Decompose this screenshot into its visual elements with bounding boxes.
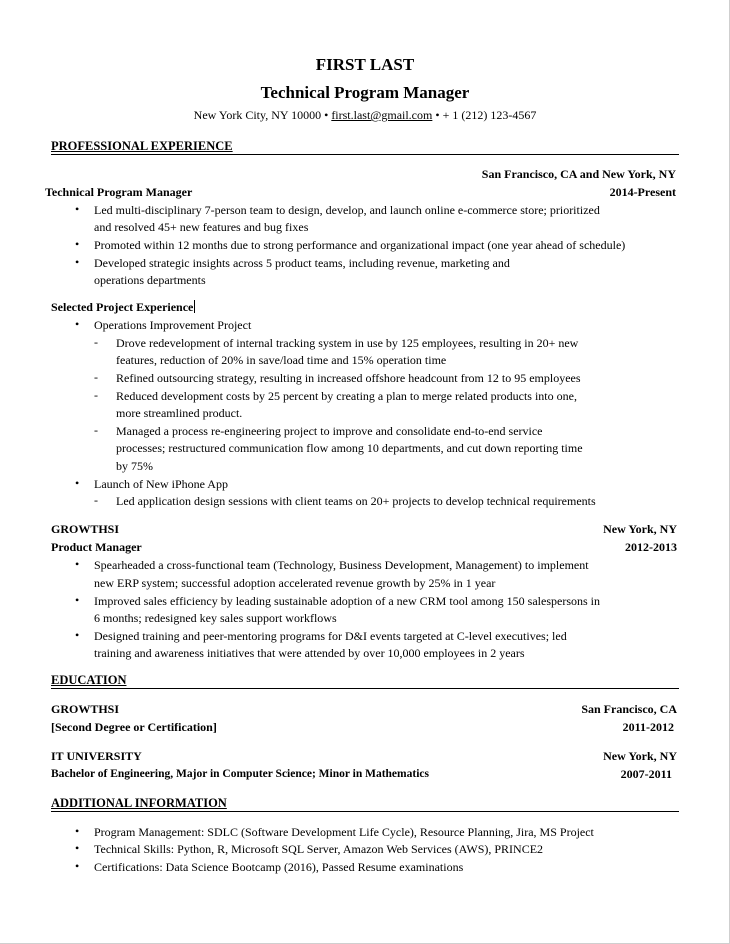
- job2-bullet-2-line-1: Improved sales efficiency by leading sustainable adoption of a new CRM tool among 150 salespersons in: [94, 594, 601, 608]
- dash-icon: -: [94, 388, 98, 402]
- project-2-title: Launch of New iPhone App: [94, 477, 228, 491]
- job2-role: Product Manager: [51, 540, 142, 554]
- candidate-title: Technical Program Manager: [260, 83, 470, 102]
- job2-bullet-3-line-2: training and awareness initiatives that were attended by over 10,000 employees in 2 years: [94, 646, 525, 660]
- school1-dates: 2011-2012: [622, 720, 674, 734]
- project-1-item-4-line-3: by 75%: [116, 459, 153, 473]
- contact-separator: •: [324, 108, 329, 122]
- email-link[interactable]: first.last@gmail.com: [331, 108, 433, 122]
- project-1-item-1-line-1: Drove redevelopment of internal tracking system in use by 125 employees, resulting in 20+ new: [116, 336, 579, 350]
- bullet-icon: •: [75, 593, 80, 607]
- job1-bullet-2-line-1: Promoted within 12 months due to strong performance and organizational impact (one year ahead of schedule): [94, 238, 626, 252]
- bullet-icon: •: [75, 202, 80, 216]
- job2-bullet-2-line-2: 6 months; redesigned key sales support workflows: [94, 611, 337, 625]
- project-1-item-2-line-1: Refined outsourcing strategy, resulting in increased offshore headcount from 12 to 95 employees: [116, 371, 581, 385]
- job2-bullet-1-line-2: new ERP system; successful adoption accelerated revenue growth by 25% in 1 year: [94, 576, 496, 590]
- project-1-item-4-line-1: Managed a process re-engineering project to improve and consolidate end-to-end service: [116, 424, 543, 438]
- project-2-item-1-line-1: Led application design sessions with client teams on 20+ projects to develop technical requirements: [116, 494, 596, 508]
- dash-icon: -: [94, 335, 98, 349]
- projects-heading: [51, 299, 195, 316]
- dash-icon: -: [94, 493, 98, 507]
- additional-item-1: Program Management: SDLC (Software Development Life Cycle), Resource Planning, Jira, MS Project: [94, 825, 594, 839]
- job1-bullet-3-line-2: operations departments: [94, 273, 206, 287]
- job2-location: New York, NY: [603, 522, 677, 536]
- contact-line: [0, 108, 730, 123]
- bullet-icon: •: [75, 255, 80, 269]
- school1-location: San Francisco, CA: [581, 702, 677, 716]
- school2-name: IT UNIVERSITY: [51, 749, 142, 763]
- school1-name: GROWTHSI: [51, 702, 120, 716]
- job2-dates: 2012-2013: [625, 540, 677, 554]
- section-heading-experience: [51, 139, 679, 155]
- text-cursor: [194, 300, 195, 313]
- job2-bullet-1-line-1: Spearheaded a cross-functional team (Technology, Business Development, Management) to implement: [94, 558, 589, 572]
- bullet-icon: •: [75, 824, 80, 838]
- project-1-title: Operations Improvement Project: [94, 318, 252, 332]
- project-1-item-1-line-2: features, reduction of 20% in save/load time and 15% operation time: [116, 353, 447, 367]
- contact-separator: •: [435, 108, 440, 122]
- school2-degree: Bachelor of Engineering, Major in Computer Science; Minor in Mathematics: [51, 768, 429, 780]
- school2-dates: 2007-2011: [620, 767, 672, 781]
- additional-item-2: Technical Skills: Python, R, Microsoft SQL Server, Amazon Web Services (AWS), PRINCE2: [94, 842, 544, 856]
- job2-bullet-3-line-1: Designed training and peer-mentoring programs for D&I events targeted at C-level executives; led: [94, 629, 567, 643]
- additional-item-3: Certifications: Data Science Bootcamp (2016), Passed Resume examinations: [94, 860, 464, 874]
- school1-degree: [Second Degree or Certification]: [51, 720, 217, 734]
- bullet-icon: •: [75, 557, 80, 571]
- section-heading-additional: [51, 796, 679, 812]
- dash-icon: -: [94, 370, 98, 384]
- job2-company: GROWTHSI: [51, 522, 120, 536]
- bullet-icon: •: [75, 476, 80, 490]
- job1-bullet-1-line-1: Led multi-disciplinary 7-person team to design, develop, and launch online e-commerce store; prioritized: [94, 203, 600, 217]
- candidate-name: FIRST LAST: [315, 55, 415, 74]
- bullet-icon: •: [75, 841, 80, 855]
- job1-bullet-3-line-1: Developed strategic insights across 5 product teams, including revenue, marketing and: [94, 256, 510, 270]
- bullet-icon: •: [75, 237, 80, 251]
- project-1-item-3-line-1: Reduced development costs by 25 percent by creating a plan to merge related products into one,: [116, 389, 577, 403]
- bullet-icon: •: [75, 859, 80, 873]
- section-heading-text: PROFESSIONAL EXPERIENCE: [51, 139, 233, 153]
- contact-phone: + 1 (212) 123-4567: [442, 108, 537, 122]
- job1-dates: 2014-Present: [609, 185, 676, 199]
- job1-bullet-1-line-2: and resolved 45+ new features and bug fixes: [94, 220, 309, 234]
- job1-location: San Francisco, CA and New York, NY: [481, 167, 676, 181]
- project-1-item-3-line-2: more streamlined product.: [116, 406, 243, 420]
- contact-location: New York City, NY 10000: [193, 108, 322, 122]
- section-heading-text: EDUCATION: [51, 673, 127, 687]
- section-heading-education: [51, 673, 679, 689]
- school2-location: New York, NY: [603, 749, 677, 763]
- project-1-item-4-line-2: processes; restructured communication flow among 10 departments, and cut down reporting time: [116, 441, 583, 455]
- bullet-icon: •: [75, 628, 80, 642]
- bullet-icon: •: [75, 317, 80, 331]
- job1-role: Technical Program Manager: [45, 185, 193, 199]
- section-heading-text: ADDITIONAL INFORMATION: [51, 796, 227, 810]
- projects-heading-text: Selected Project Experience: [51, 300, 194, 314]
- dash-icon: -: [94, 423, 98, 437]
